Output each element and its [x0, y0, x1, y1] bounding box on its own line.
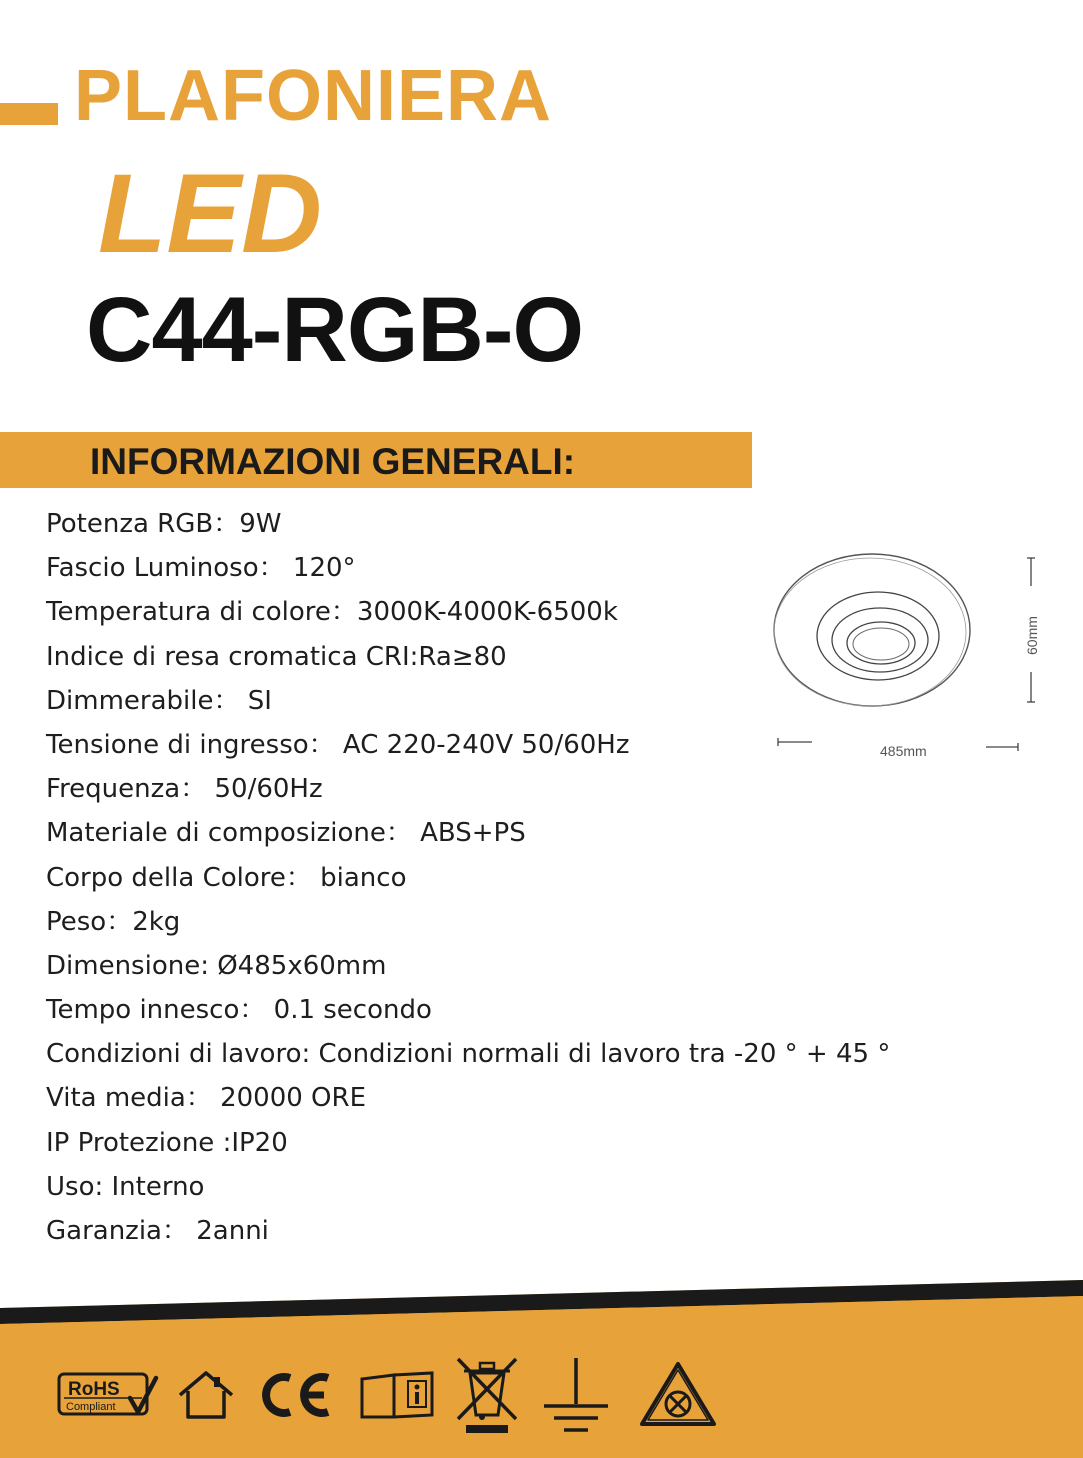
spec-item: Indice di resa cromatica CRI:Ra≥80	[46, 641, 507, 672]
spec-item: Dimensione: Ø485x60mm	[46, 950, 387, 981]
ground-symbol-icon	[540, 1355, 612, 1435]
weee-bin-icon	[452, 1355, 522, 1435]
indoor-house-icon	[176, 1355, 236, 1435]
model-code: C44-RGB-O	[86, 279, 584, 381]
no-covering-triangle-icon	[638, 1355, 718, 1435]
spec-item: Tensione di ingresso： AC 220-240V 50/60Hz	[46, 729, 630, 760]
spec-item: Condizioni di lavoro: Condizioni normali di lavoro tra -20 ° + 45 °	[46, 1039, 891, 1070]
section-title: INFORMAZIONI GENERALI:	[90, 441, 576, 482]
spec-item: Vita media： 20000 ORE	[46, 1083, 367, 1114]
width-label: 485mm	[880, 743, 927, 759]
spec-item: Dimmerabile： SI	[46, 685, 272, 716]
title-plafoniera: PLAFONIERA	[74, 56, 552, 136]
title-led: LED	[98, 151, 322, 276]
spec-item: Corpo della Colore： bianco	[46, 862, 407, 893]
spec-item: Fascio Luminoso： 120°	[46, 553, 356, 584]
spec-item: Temperatura di colore：3000K-4000K-6500k	[46, 597, 618, 628]
product-dimension-drawing	[740, 520, 1045, 810]
read-manual-icon	[358, 1355, 436, 1435]
spec-item: IP Protezione :IP20	[46, 1127, 288, 1158]
height-label: 60mm	[1024, 616, 1040, 655]
spec-item: Peso：2kg	[46, 906, 181, 937]
ce-mark-icon	[254, 1355, 334, 1435]
spec-item: Uso: Interno	[46, 1171, 205, 1202]
lamp-outline-icon	[740, 520, 1045, 810]
rohs-subtitle: Compliant	[66, 1401, 116, 1413]
rohs-title: RoHS	[68, 1379, 120, 1400]
spec-item: Potenza RGB：9W	[46, 509, 282, 539]
rohs-icon	[56, 1355, 160, 1435]
spec-item: Frequenza： 50/60Hz	[46, 774, 323, 805]
title-accent-bar	[0, 103, 58, 125]
spec-item: Materiale di composizione： ABS+PS	[46, 818, 526, 849]
spec-item: Garanzia： 2anni	[46, 1216, 269, 1246]
spec-item: Tempo innesco： 0.1 secondo	[46, 995, 432, 1026]
